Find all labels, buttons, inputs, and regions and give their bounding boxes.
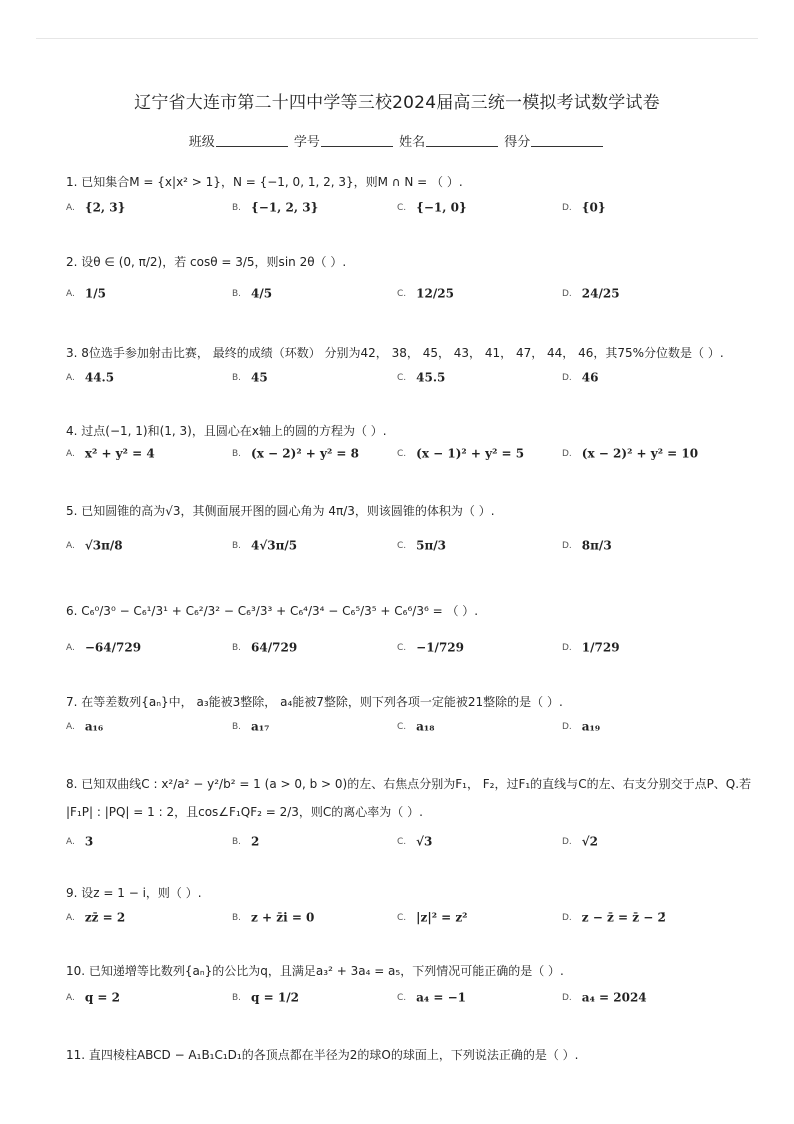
option-c[interactable]: C. √3: [397, 834, 433, 849]
question-4: 4. 过点(−1, 1)和(1, 3)，且圆心在x轴上的圆的方程为（ ）.: [66, 424, 387, 438]
option-b[interactable]: B. 64/729: [232, 640, 298, 655]
option-a[interactable]: A. 44.5: [66, 370, 115, 385]
option-c[interactable]: C. −1/729: [397, 640, 464, 655]
question-7: 7. 在等差数列{aₙ}中， a₃能被3整除， a₄能被7整除，则下列各项一定能被21整除的是（ ）.: [66, 695, 563, 709]
option-d[interactable]: D. a₁₉: [562, 719, 601, 734]
option-a[interactable]: A. {2, 3}: [66, 200, 126, 215]
question-10: 10. 已知递增等比数列{aₙ}的公比为q，且满足a₃² + 3a₄ = a₅，下列情况可能正确的是（ ）.: [66, 964, 564, 978]
question-6: 6. C₆⁰/3⁰ − C₆¹/3¹ + C₆²/3² − C₆³/3³ + C₆⁴/3⁴ − C₆⁵/3⁵ + C₆⁶/3⁶ = （ ）.: [66, 604, 479, 618]
option-c[interactable]: C. 12/25: [397, 286, 454, 301]
option-d[interactable]: D. 8π/3: [562, 538, 612, 553]
option-b[interactable]: B. 4√3π/5: [232, 538, 298, 553]
question-9: 9. 设z = 1 − i，则（ ）.: [66, 886, 202, 900]
class-blank: [216, 134, 288, 147]
class-label: 班级: [188, 135, 215, 150]
option-a[interactable]: A. √3π/8: [66, 538, 123, 553]
option-b[interactable]: B. z + z̄i = 0: [232, 910, 315, 925]
header-divider: [36, 38, 758, 39]
question-8: 8. 已知双曲线C : x²/a² − y²/b² = 1 (a > 0, b > 0)的左、右焦点分别为F₁， F₂，过F₁的直线与C的左、右支分别交于点P、Q.若: [66, 777, 752, 791]
option-d[interactable]: D. √2: [562, 834, 599, 849]
id-blank: [321, 134, 393, 147]
question-8-continued: |F₁P| : |PQ| = 1 : 2，且cos∠F₁QF₂ = 2/3，则C的离心率为（ ）.: [66, 805, 423, 819]
option-d[interactable]: D. 46: [562, 370, 599, 385]
name-blank: [426, 134, 498, 147]
option-b[interactable]: B. (x − 2)² + y² = 8: [232, 446, 359, 461]
option-d[interactable]: D. z − z̄ = z̄ − 2̄: [562, 910, 666, 925]
option-c[interactable]: C. a₄ = −1: [397, 990, 467, 1005]
option-c[interactable]: C. |z|² = z²: [397, 910, 468, 925]
option-a[interactable]: A. q = 2: [66, 990, 121, 1005]
score-label: 得分: [504, 135, 531, 150]
student-info-line: [0, 131, 794, 150]
option-c[interactable]: C. 45.5: [397, 370, 446, 385]
option-c[interactable]: C. (x − 1)² + y² = 5: [397, 446, 525, 461]
name-label: 姓名: [399, 135, 426, 150]
id-label: 学号: [293, 135, 320, 150]
score-blank: [531, 134, 603, 147]
option-b[interactable]: B. 4/5: [232, 286, 273, 301]
question-5: 5. 已知圆锥的高为√3，其侧面展开图的圆心角为 4π/3，则该圆锥的体积为（ ）.: [66, 504, 495, 518]
question-3: 3. 8位选手参加射击比赛， 最终的成绩（环数） 分别为42， 38， 45， 43， 41， 47， 44， 46，其75%分位数是（ ）.: [66, 346, 724, 360]
option-a[interactable]: A. 3: [66, 834, 94, 849]
option-b[interactable]: B. 2: [232, 834, 260, 849]
option-b[interactable]: B. q = 1/2: [232, 990, 299, 1005]
option-d[interactable]: D. (x − 2)² + y² = 10: [562, 446, 699, 461]
option-a[interactable]: A. a₁₆: [66, 719, 104, 734]
option-d[interactable]: D. 24/25: [562, 286, 620, 301]
question-1: 1. 已知集合M = {x|x² > 1}，N = {−1, 0, 1, 2, 3}，则M ∩ N = （ ）.: [66, 175, 463, 189]
option-a[interactable]: A. 1/5: [66, 286, 106, 301]
option-a[interactable]: A. −64/729: [66, 640, 142, 655]
option-b[interactable]: B. a₁₇: [232, 719, 270, 734]
option-d[interactable]: D. 1/729: [562, 640, 620, 655]
option-a[interactable]: A. zz̄ = 2: [66, 910, 126, 925]
option-c[interactable]: C. a₁₈: [397, 719, 435, 734]
option-b[interactable]: B. {−1, 2, 3}: [232, 200, 319, 215]
question-11: 11. 直四棱柱ABCD − A₁B₁C₁D₁的各顶点都在半径为2的球O的球面上，下列说法正确的是（ ）.: [66, 1048, 579, 1062]
option-b[interactable]: B. 45: [232, 370, 268, 385]
option-a[interactable]: A. x² + y² = 4: [66, 446, 155, 461]
question-2: 2. 设θ ∈ (0, π/2)，若 cosθ = 3/5，则sin 2θ（ ）.: [66, 255, 347, 269]
option-d[interactable]: D. a₄ = 2024: [562, 990, 647, 1005]
option-c[interactable]: C. 5π/3: [397, 538, 447, 553]
option-c[interactable]: C. {−1, 0}: [397, 200, 467, 215]
option-d[interactable]: D. {0}: [562, 200, 606, 215]
page-title: 辽宁省大连市第二十四中学等三校2024届高三统一模拟考试数学试卷: [134, 93, 660, 113]
